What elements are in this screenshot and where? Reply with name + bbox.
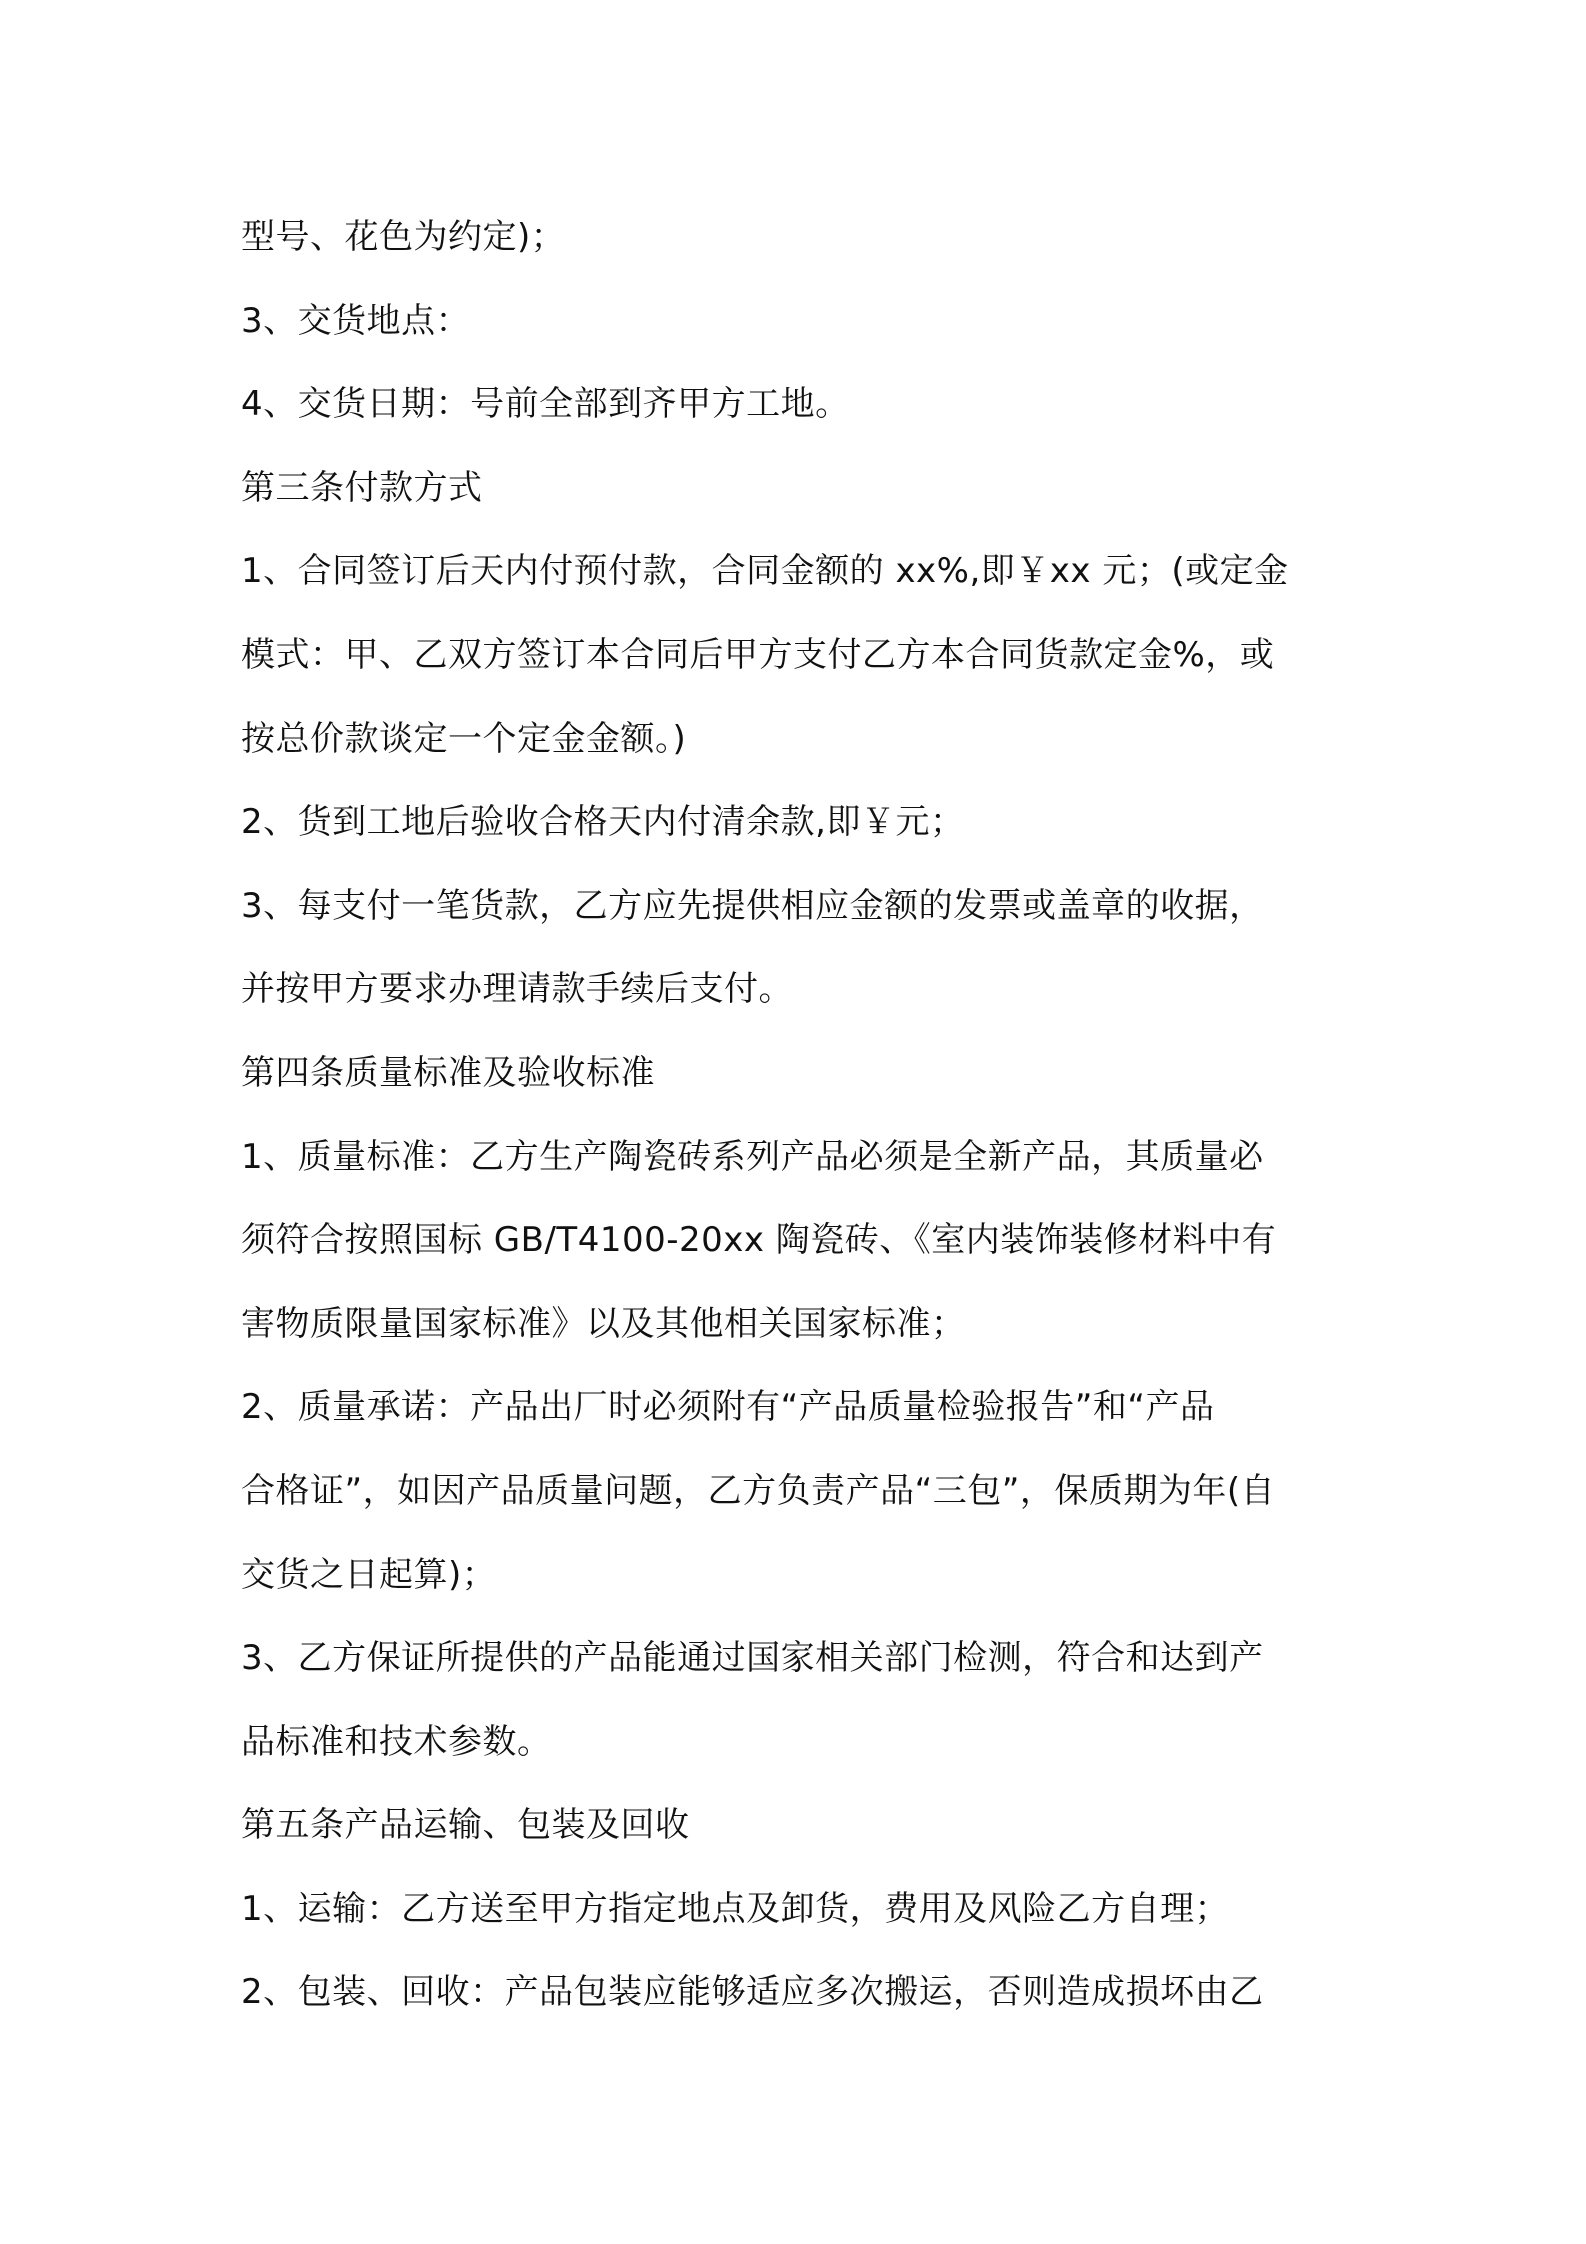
text-line: 交货之日起算)； bbox=[241, 1554, 497, 1595]
text-line: 3、每支付一笔货款，乙方应先提供相应金额的发票或盖章的收据， bbox=[241, 885, 1264, 926]
text-line: 品标准和技术参数。 bbox=[241, 1721, 552, 1762]
text-line: 4、交货日期：号前全部到齐甲方工地。 bbox=[241, 384, 850, 425]
contract-text bbox=[241, 196, 1361, 2035]
text-line: 害物质限量国家标准》以及其他相关国家标准； bbox=[241, 1303, 966, 1344]
text-line: 按总价款谈定一个定金金额。) bbox=[241, 718, 687, 759]
text-line: 1、运输：乙方送至甲方指定地点及卸货，费用及风险乙方自理； bbox=[241, 1888, 1230, 1929]
text-line: 模式：甲、乙双方签订本合同后甲方支付乙方本合同货款定金%，或 bbox=[241, 634, 1275, 675]
text-line: 1、质量标准：乙方生产陶瓷砖系列产品必须是全新产品，其质量必 bbox=[241, 1136, 1264, 1177]
text-line: 并按甲方要求办理请款手续后支付。 bbox=[241, 969, 793, 1010]
section-heading: 第五条产品运输、包装及回收 bbox=[241, 1805, 690, 1846]
text-line: 合格证”，如因产品质量问题，乙方负责产品“三包”，保质期为年(自 bbox=[241, 1470, 1276, 1511]
section-heading: 第四条质量标准及验收标准 bbox=[241, 1052, 655, 1093]
text-line: 1、合同签订后天内付预付款，合同金额的 xx%,即￥xx 元；(或定金 bbox=[241, 551, 1289, 592]
text-line: 3、交货地点： bbox=[241, 300, 471, 341]
text-line: 2、质量承诺：产品出厂时必须附有“产品质量检验报告”和“产品 bbox=[241, 1387, 1215, 1428]
text-line: 2、货到工地后验收合格天内付清余款,即￥元； bbox=[241, 802, 965, 843]
section-heading: 第三条付款方式 bbox=[241, 467, 483, 508]
text-line: 2、包装、回收：产品包装应能够适应多次搬运，否则造成损坏由乙 bbox=[241, 1972, 1264, 2013]
text-line: 型号、花色为约定)； bbox=[241, 217, 566, 257]
text-line: 须符合按照国标 GB/T4100-20xx 陶瓷砖、《室内装饰装修材料中有 bbox=[241, 1220, 1277, 1261]
text-line: 3、乙方保证所提供的产品能通过国家相关部门检测，符合和达到产 bbox=[241, 1638, 1264, 1679]
